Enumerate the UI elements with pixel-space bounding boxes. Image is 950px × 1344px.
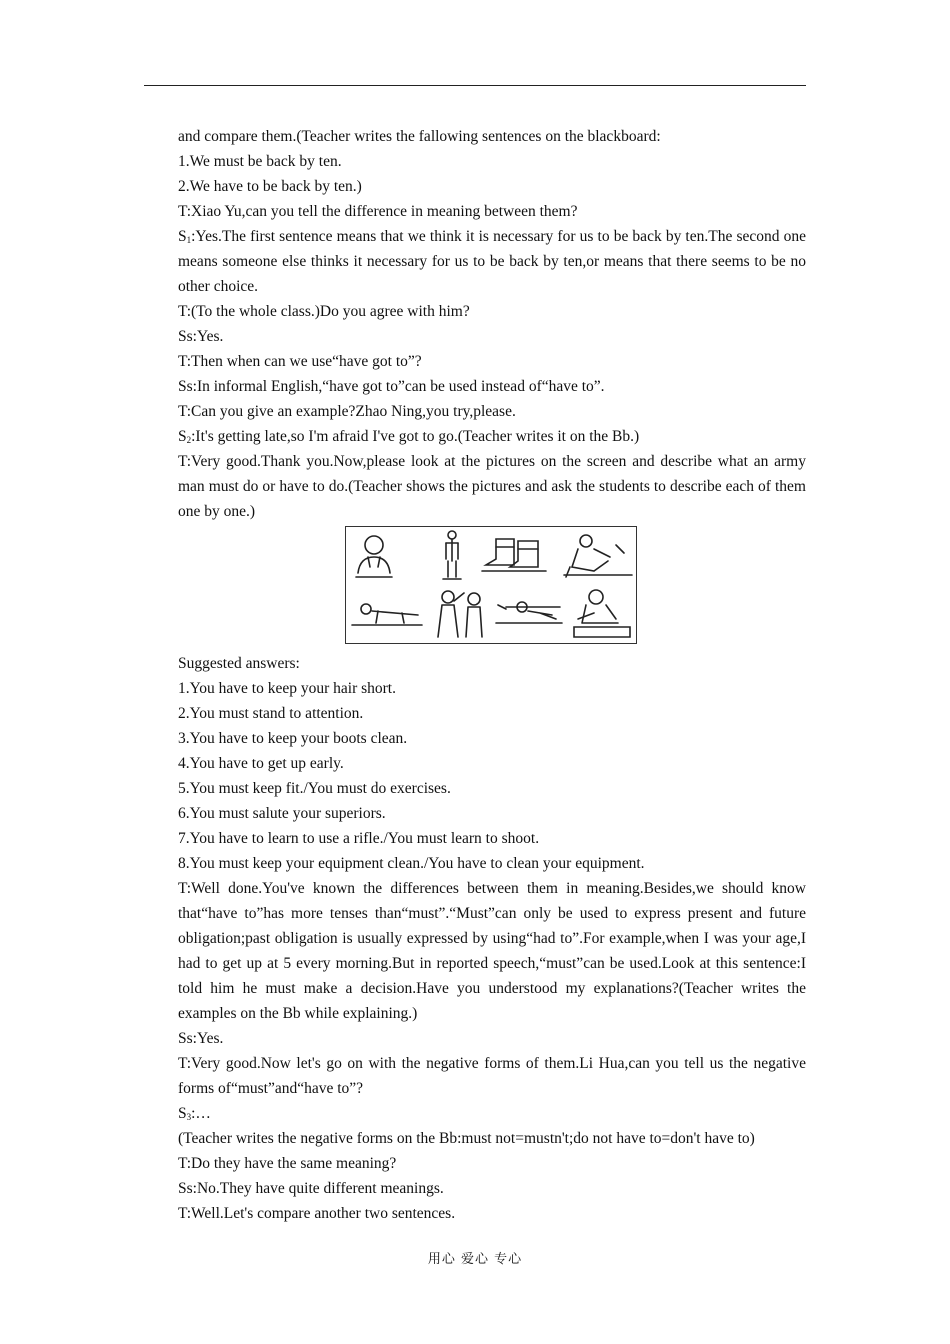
text-line: 1.We must be back by ten. [178, 153, 342, 170]
exercise-picture [352, 604, 422, 625]
page-footer: 用心 爱心 专心 [427, 1252, 523, 1267]
answer-item: 5.You must keep fit./You must do exercises. [178, 780, 451, 797]
text-line: Ss:Yes. [178, 1030, 224, 1047]
text-line: T:Can you give an example?Zhao Ning,you try,please. [178, 403, 516, 420]
text-paragraph: T:Very good.Now let's go on with the negative forms of them.Li Hua,can you tell us the negative forms of“must”and“have to”? [178, 1055, 806, 1097]
text-line: T:Xiao Yu,can you tell the difference in meaning between them? [178, 203, 578, 220]
text-line: 2.We have to be back by ten.) [178, 178, 362, 195]
attention-picture [443, 531, 461, 579]
getting-up-picture [564, 535, 632, 577]
boots-picture [482, 539, 546, 571]
answer-item: 7.You have to learn to use a rifle./You must learn to shoot. [178, 830, 540, 847]
text-line: (Teacher writes the negative forms on the Bb:must not=mustn't;do not have to=don't have to) [178, 1130, 755, 1147]
answer-item: 3.You have to keep your boots clean. [178, 730, 408, 747]
text-line: T:Do they have the same meaning? [178, 1155, 397, 1172]
army-pictures-illustration [346, 527, 636, 643]
answer-item: 6.You must salute your superiors. [178, 805, 386, 822]
text-line: T:Well.Let's compare another two sentences. [178, 1205, 456, 1222]
text-line: Ss:In informal English,“have got to”can be used instead of“have to”. [178, 378, 605, 395]
equipment-picture [574, 590, 630, 637]
text-line: Suggested answers: [178, 655, 300, 672]
short-hair-picture [356, 536, 392, 577]
answer-item: 4.You have to get up early. [178, 755, 344, 772]
salute-picture [438, 591, 482, 637]
student-reply: $S_3:\dots$ [178, 1105, 211, 1122]
text-line: Ss:Yes. [178, 328, 224, 345]
student-reply: $S_1:Yes.The$ first sentence means that we think it is necessary for us to be back by ten.The second one means someone else thinks it necessary for us to be back by ten,or means that there seems to be no other choice. [178, 228, 806, 295]
text-line: Ss:No.They have quite different meanings. [178, 1180, 444, 1197]
answer-item: 1.You have to keep your hair short. [178, 680, 396, 697]
student-reply: $S_2:It's$ getting late,so I'm afraid I've got to go.(Teacher writes it on the Bb.) [178, 428, 640, 445]
army-pictures-figure [345, 526, 637, 644]
text-paragraph: T:Very good.Thank you.Now,please look at the pictures on the screen and describe what an army man must do or have to do.(Teacher shows the pictures and ask the students to describe each of them one by one.) [178, 453, 806, 520]
header-rule [144, 85, 806, 86]
document-body [178, 124, 806, 1226]
rifle-picture [496, 602, 562, 623]
text-line: and compare them.(Teacher writes the fallowing sentences on the blackboard: [178, 128, 661, 145]
text-paragraph: T:Well done.You've known the differences between them in meaning.Besides,we should know that“have to”has more tenses than“must”.“Must”can only be used to express present and future obligation;past obligation is usually expressed by using“had to”.For example,when I was your age,I had to get up at 5 every morning.But in reported speech,“must”can be used.Look at this sentence:I told him he must make a decision.Have you understood my explanations?(Teacher writes the examples on the Bb while explaining.) [178, 880, 806, 1022]
text-line: T:(To the whole class.)Do you agree with him? [178, 303, 470, 320]
text-line: T:Then when can we use“have got to”? [178, 353, 422, 370]
answer-item: 8.You must keep your equipment clean./You have to clean your equipment. [178, 855, 645, 872]
answer-item: 2.You must stand to attention. [178, 705, 364, 722]
